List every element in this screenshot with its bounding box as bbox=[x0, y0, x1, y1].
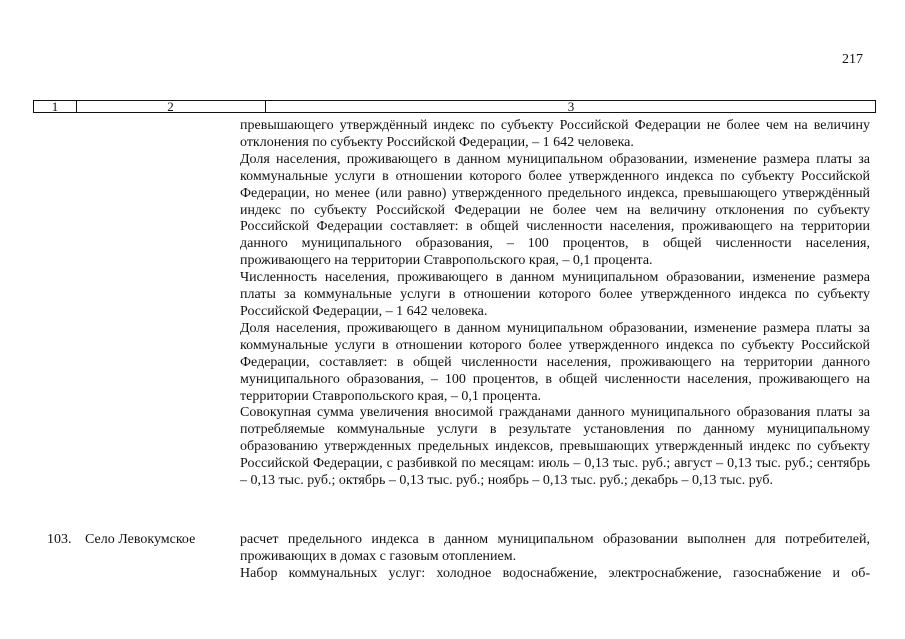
paragraph: Численность населения, проживающего в данном муниципальном образовании, изменение размера платы за коммунальные услуги в отношении которого более утвержденного индекса по субъекту Российской Федерации, – 1 642 человека. bbox=[240, 270, 870, 319]
municipality-name: Село Левокумское bbox=[85, 532, 196, 547]
column-3-header: 3 bbox=[567, 99, 575, 114]
paragraph: Доля населения, проживающего в данном муниципальном образовании, изменение размера платы за коммунальные услуги в отношении которого более утвержденного индекса по субъекту Российской Федерации, составляет: в общей численности населения, проживающего на территории данного муниципального образования, – 100 процентов, в общей численности населения, проживающего на территории Ставропольского края, – 0,1 процента. bbox=[240, 320, 870, 404]
paragraph: Совокупная сумма увеличения вносимой гражданами данного муниципального образования платы за потребляемые коммунальные услуги в результате установления по данному муниципальному образованию утвержденных предельных индексов, превышающих утвержденный индекс по субъекту Российской Федерации, с разбивкой по месяцам: июль – 0,13 тыс. руб.; август – 0,13 тыс. руб.; сентябрь – 0,13 тыс. руб.; октябрь – 0,13 тыс. руб.; ноябрь – 0,13 тыс. руб.; декабрь – 0,13 тыс. руб. bbox=[240, 405, 870, 489]
row-103-text bbox=[240, 532, 870, 583]
table-header-row bbox=[33, 100, 876, 113]
continuation-text bbox=[240, 118, 870, 490]
paragraph: Доля населения, проживающего в данном муниципальном образовании, изменение размера платы за коммунальные услуги в отношении которого более утвержденного индекса по субъекту Российской Федерации, но менее (или равно) утвержденного предельного индекса, превышающего утверждённый индекс по субъекту Российской Федерации не более чем на величину отклонения по субъекту Российской Федерации составляет: в общей численности населения, проживающего на территории данного муниципального образования, – 100 процентов, в общей численности населения, проживающего на территории Ставропольского края, – 0,1 процента. bbox=[240, 151, 870, 269]
paragraph: Набор коммунальных услуг: холодное водоснабжение, электроснабжение, газоснабжение и об- bbox=[240, 565, 870, 581]
column-2-header: 2 bbox=[76, 101, 266, 112]
page-number: 217 bbox=[842, 52, 863, 67]
paragraph: расчет предельного индекса в данном муниципальном образовании выполнен для потребителей, проживающих в домах с газовым отоплением. bbox=[240, 532, 870, 564]
row-number: 103. bbox=[47, 532, 72, 547]
column-1-header: 1 bbox=[34, 101, 77, 112]
paragraph: превышающего утверждённый индекс по субъекту Российской Федерации не более чем на величину отклонения по субъекту Российской Федерации, – 1 642 человека. bbox=[240, 118, 870, 150]
